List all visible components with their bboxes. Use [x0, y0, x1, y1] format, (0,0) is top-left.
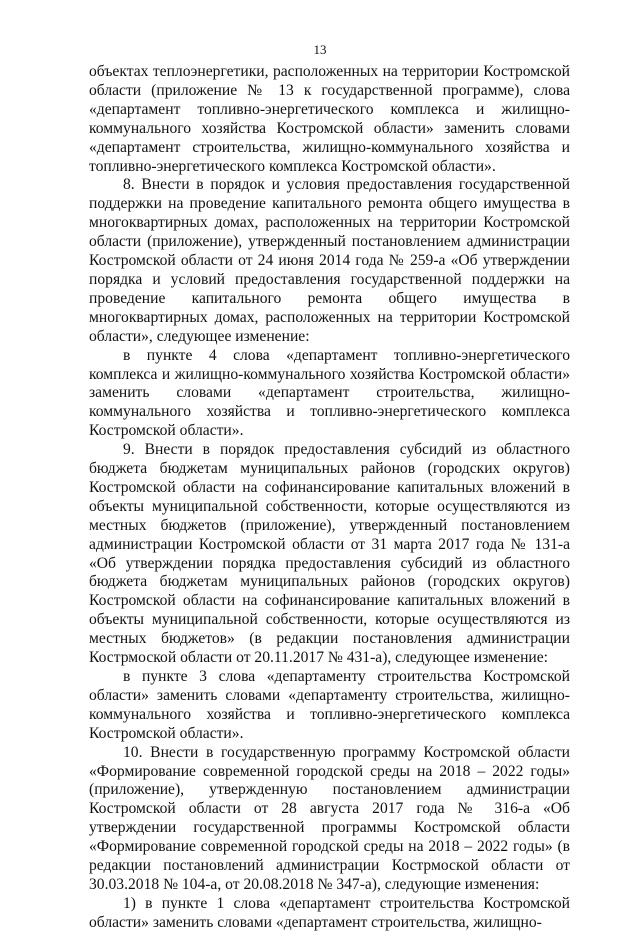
- paragraph-item-8: 8. Внести в порядок и условия предоставления государственной поддержки на проведение капитального ремонта общего имущества в многоквартирных домах, расположенных на территории Костромской области (приложение), утвержденный постановлением администрации Костромской области от 24 июня 2014 года № 259-а «Об утверждении порядка и условий предоставления государственной поддержки на проведение капитального ремонта общего имущества в многоквартирных домах, расположенных на территории Костромской области», следующее изменение:: [89, 176, 570, 345]
- paragraph-item-10: 10. Внести в государственную программу Костромской области «Формирование современной городской среды на 2018 – 2022 годы» (приложение), утвержденную постановлением администрации Костромской области от 28 августа 2017 года № 316-а «Об утверждении государственной программы Костромской области «Формирование современной городской среды на 2018 – 2022 годы» (в редакции постановлений администрации Кострмоской области от 30.03.2018 № 104-а, от 20.08.2018 № 347-а), следующие изменения:: [89, 743, 570, 893]
- page-number: 13: [313, 42, 327, 57]
- document-body: [89, 63, 570, 933]
- paragraph-item-8-change: в пункте 4 слова «департамент топливно-энергетического комплекса и жилищно-коммунального хозяйства Костромской области» заменить словами «департамент строительства, жилищно-коммунального хозяйства и топливно-энергетического комплекса Костромской области».: [89, 346, 570, 440]
- paragraph-continuation: объектах теплоэнергетики, расположенных на территории Костромской области (приложение № 13 к государственной программе), слова «департамент топливно-энергетического комплекса и жилищно-коммунального хозяйства Костромской области» заменить словами «департамент строительства, жилищно-коммунального хозяйства и топливно-энергетического комплекса Костромской области».: [89, 63, 570, 175]
- paragraph-item-10-change-1: 1) в пункте 1 слова «департамент строительства Костромской области» заменить словами «департамент строительства, жилищно-: [89, 894, 570, 931]
- paragraph-item-9-change: в пункте 3 слова «департаменту строительства Костромской области» заменить словами «департаменту строительства, жилищно-коммунального хозяйства и топливно-энергетического комплекса Костромской области».: [89, 668, 570, 742]
- paragraph-item-9: 9. Внести в порядок предоставления субсидий из областного бюджета бюджетам муниципальных районов (городских округов) Костромской области на софинансирование капитальных вложений в объекты муниципальной собственности, которые осуществляются из местных бюджетов (приложение), утвержденный постановлением администрации Костромской области от 31 марта 2017 года № 131-а «Об утверждении порядка предоставления субсидий из областного бюджета бюджетам муниципальных районов (городских округов) Костромской области на софинансирование капитальных вложений в объекты муниципальной собственности, которые осуществляются из местных бюджетов» (в редакции постановления администрации Кострмоской области от 20.11.2017 № 431-а), следующее изменение:: [89, 441, 570, 667]
